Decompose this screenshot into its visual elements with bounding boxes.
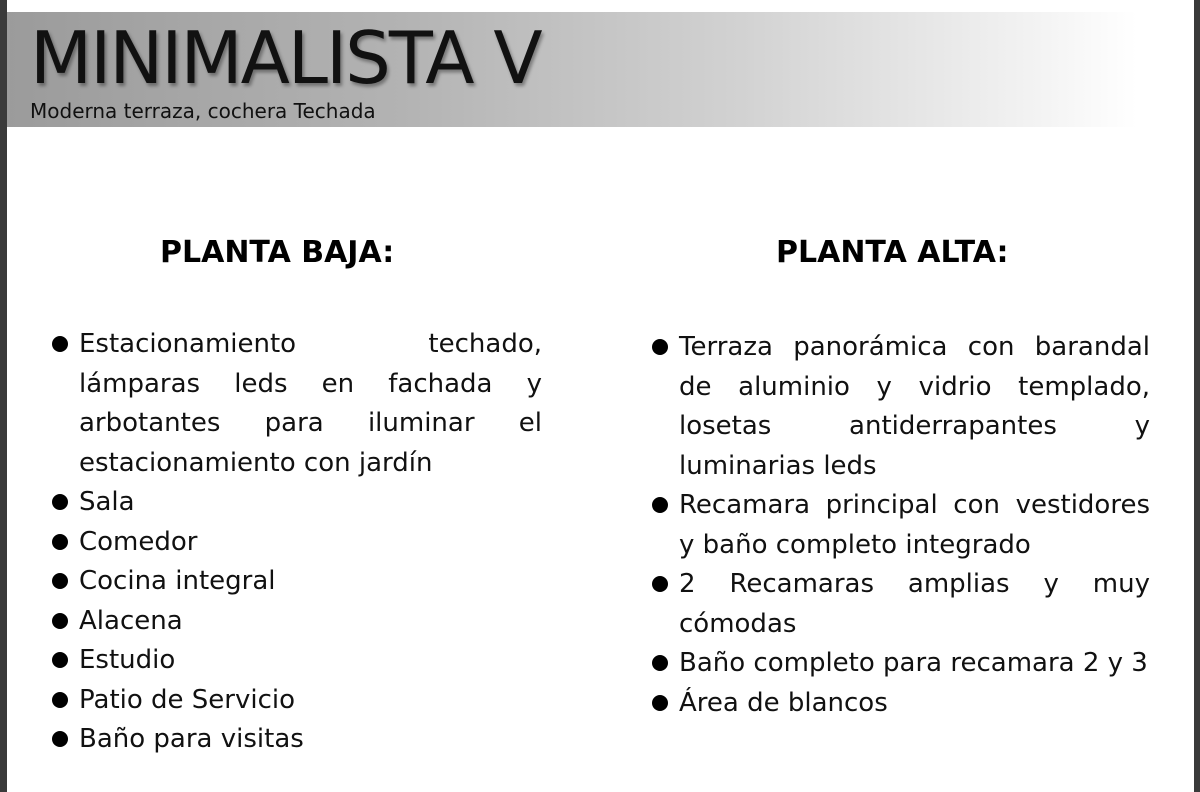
- bullet-icon: [52, 652, 68, 668]
- bullet-icon: [652, 576, 668, 592]
- left-edge-border: [0, 0, 7, 792]
- list-item-text: Estudio: [79, 645, 176, 675]
- planta-baja-list: [50, 325, 542, 760]
- bullet-icon: [652, 655, 668, 671]
- bullet-icon: [52, 692, 68, 708]
- list-item: [50, 641, 542, 681]
- bullet-icon: [52, 731, 68, 747]
- bullet-icon: [652, 695, 668, 711]
- list-item-text: Baño completo para recamara 2 y 3: [679, 648, 1148, 678]
- list-item: [50, 681, 542, 721]
- planta-alta-heading: PLANTA ALTA:: [776, 235, 1009, 270]
- list-item: [650, 486, 1150, 565]
- bullet-icon: [52, 613, 68, 629]
- list-item: [50, 325, 542, 483]
- bullet-icon: [652, 497, 668, 513]
- list-item: [50, 523, 542, 563]
- planta-alta-section: [650, 225, 1150, 718]
- bullet-icon: [52, 573, 68, 589]
- list-item-text: Cocina integral: [79, 566, 276, 596]
- bullet-icon: [52, 494, 68, 510]
- list-item: [650, 644, 1150, 684]
- bullet-icon: [652, 339, 668, 355]
- list-item-text: Baño para visitas: [79, 724, 304, 754]
- list-item: [50, 562, 542, 602]
- bullet-icon: [52, 534, 68, 550]
- list-item-text: Terraza panorámica con barandal de aluminio y vidrio templado, losetas antiderrapantes y luminarias leds: [679, 332, 1150, 481]
- right-edge-border: [1194, 0, 1200, 792]
- planta-baja-heading: PLANTA BAJA:: [160, 235, 395, 270]
- list-item: [650, 328, 1150, 486]
- page-title: MINIMALISTA V: [30, 16, 541, 100]
- list-item: [650, 565, 1150, 644]
- bullet-icon: [52, 336, 68, 352]
- list-item-text: Comedor: [79, 526, 198, 557]
- list-item-text: Sala: [79, 487, 135, 517]
- list-item-text: 2 Recamaras amplias y muy cómodas: [679, 569, 1150, 639]
- list-item: [50, 483, 542, 523]
- list-item-text: Estacionamiento techado, lámparas leds en fachada y arbotantes para iluminar el estacionamiento con jardín: [79, 329, 542, 478]
- top-strip: [0, 0, 1200, 12]
- list-item-text: Área de blancos: [679, 687, 888, 718]
- list-item: [650, 684, 1150, 724]
- page-subtitle: Moderna terraza, cochera Techada: [30, 99, 376, 123]
- list-item-text: Recamara principal con vestidores y baño completo integrado: [679, 490, 1150, 560]
- list-item-text: Patio de Servicio: [79, 684, 296, 715]
- planta-baja-section: [50, 225, 542, 754]
- planta-alta-list: [650, 328, 1150, 723]
- list-item-text: Alacena: [79, 605, 183, 636]
- list-item: [50, 602, 542, 642]
- list-item: [50, 720, 542, 760]
